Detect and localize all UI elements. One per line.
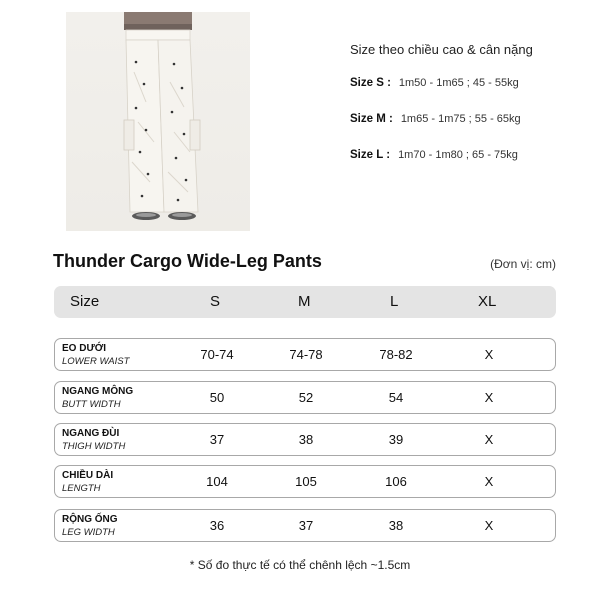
table-row xyxy=(54,381,556,414)
size-guide-heading: Size theo chiều cao & cân nặng xyxy=(350,42,533,57)
table-header xyxy=(54,286,556,318)
table-cell: 38 xyxy=(298,432,314,447)
table-cell: 105 xyxy=(295,474,317,489)
size-guide xyxy=(350,42,590,185)
row-label-en: LOWER WAIST xyxy=(62,356,130,367)
size-guide-value: 1m70 - 1m80 ; 65 - 75kg xyxy=(398,149,518,161)
header-cell-l: L xyxy=(390,293,399,310)
table-cell: 52 xyxy=(298,390,314,405)
table-cell: 50 xyxy=(209,390,225,405)
table-cell: 37 xyxy=(209,432,225,447)
table-row xyxy=(54,423,556,456)
chart-title: Thunder Cargo Wide-Leg Pants xyxy=(53,251,322,271)
table-row xyxy=(54,465,556,498)
header-cell-m: M xyxy=(298,293,311,310)
row-label-en: THIGH WIDTH xyxy=(62,441,126,452)
table-row xyxy=(54,338,556,371)
size-guide-label: Size S : xyxy=(350,77,391,89)
row-label-vi: RỘNG ỐNG xyxy=(62,514,118,525)
table-cell: 37 xyxy=(298,518,314,533)
row-label-vi: NGANG ĐÙI xyxy=(62,428,120,439)
table-cell: 54 xyxy=(388,390,404,405)
table-cell: X xyxy=(484,347,494,362)
size-guide-value: 1m50 - 1m65 ; 45 - 55kg xyxy=(398,77,519,89)
table-cell: 78-82 xyxy=(379,347,413,362)
header-cell-s: S xyxy=(210,293,221,310)
size-guide-label: Size M : xyxy=(350,113,393,125)
row-label-en: LEG WIDTH xyxy=(62,527,115,538)
table-cell: 39 xyxy=(388,432,404,447)
table-cell: X xyxy=(484,432,494,447)
unit-label: (Đơn vị: cm) xyxy=(490,257,556,271)
table-cell: 36 xyxy=(209,518,225,533)
table-row xyxy=(54,509,556,542)
table-cell: 106 xyxy=(385,474,407,489)
row-label-vi: EO DƯỚI xyxy=(62,343,107,354)
footnote: * Số đo thực tế có thể chênh lệch ~1.5cm xyxy=(189,558,411,572)
header-cell-xl: XL xyxy=(478,293,497,310)
header-cell-size: Size xyxy=(70,293,100,310)
table-cell: X xyxy=(484,518,494,533)
size-guide-row xyxy=(350,149,590,185)
size-guide-value: 1m65 - 1m75 ; 55 - 65kg xyxy=(400,113,521,125)
table-cell: 104 xyxy=(206,474,228,489)
table-cell: 70-74 xyxy=(200,347,234,362)
table-cell: 38 xyxy=(388,518,404,533)
size-guide-label: Size L : xyxy=(350,149,391,161)
table-cell: X xyxy=(484,474,494,489)
row-label-en: BUTT WIDTH xyxy=(62,399,121,410)
row-label-vi: NGANG MÔNG xyxy=(62,386,134,397)
row-label-vi: CHIỀU DÀI xyxy=(62,470,114,481)
product-photo xyxy=(66,12,250,231)
size-guide-row xyxy=(350,77,590,113)
row-label-en: LENGTH xyxy=(62,483,101,494)
table-cell: 74-78 xyxy=(289,347,323,362)
size-guide-row xyxy=(350,113,590,149)
table-cell: X xyxy=(484,390,494,405)
